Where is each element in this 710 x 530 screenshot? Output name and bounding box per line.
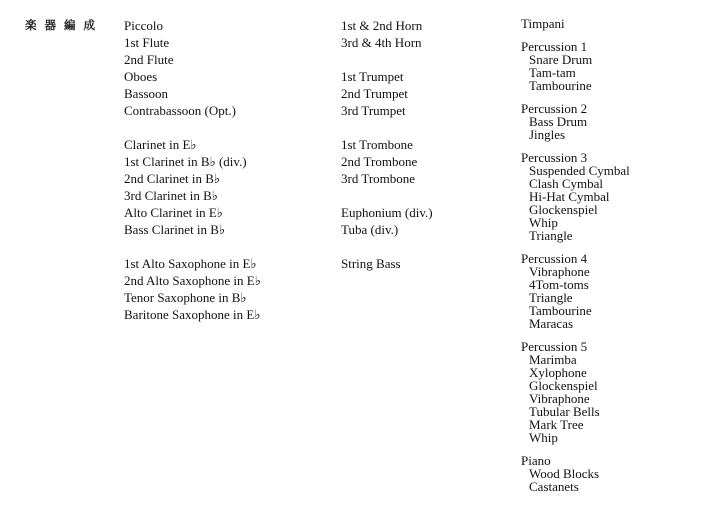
- instrument-item: String Bass: [341, 256, 401, 271]
- percussion-group-label: Percussion 5: [521, 339, 588, 354]
- percussion-group-label: Timpani: [521, 16, 565, 31]
- instrument-item: Bass Clarinet in B♭: [124, 222, 226, 237]
- instrument-item: 3rd Trumpet: [341, 103, 406, 118]
- percussion-instrument-item: Marimba: [529, 352, 577, 367]
- brass-column: [341, 17, 433, 272]
- percussion-instrument-item: Triangle: [529, 228, 573, 243]
- instrument-item: 1st Trombone: [341, 137, 413, 152]
- percussion-instrument-item: Vibraphone: [529, 264, 590, 279]
- instrument-item: 3rd Clarinet in B♭: [124, 188, 218, 203]
- percussion-instrument-item: Xylophone: [529, 365, 587, 380]
- percussion-instrument-item: Snare Drum: [529, 52, 593, 67]
- group-spacer: [341, 238, 433, 255]
- instrument-item: 2nd Trombone: [341, 154, 418, 169]
- instrument-item: Clarinet in E♭: [124, 137, 197, 152]
- group-spacer: [341, 51, 433, 68]
- instrument-item: Bassoon: [124, 86, 169, 101]
- percussion-instrument-item: Tam-tam: [529, 65, 576, 80]
- instrumentation-heading: 楽 器 編 成: [25, 18, 98, 32]
- percussion-group-label: Percussion 3: [521, 150, 588, 165]
- percussion-instrument-item: Tambourine: [529, 78, 592, 93]
- percussion-instrument-item: Mark Tree: [529, 417, 584, 432]
- instrument-item: Piccolo: [124, 18, 163, 33]
- percussion-instrument-item: Jingles: [529, 127, 566, 142]
- group-spacer: [341, 119, 433, 136]
- percussion-instrument-item: Suspended Cymbal: [529, 163, 630, 178]
- instrument-item: Contrabassoon (Opt.): [124, 103, 236, 118]
- instrument-item: 3rd Trombone: [341, 171, 416, 186]
- percussion-instrument-item: Maracas: [529, 316, 574, 331]
- instrument-item: Euphonium (div.): [341, 205, 433, 220]
- instrument-item: 1st Flute: [124, 35, 170, 50]
- instrument-item: Alto Clarinet in E♭: [124, 205, 223, 220]
- instrument-item: 2nd Clarinet in B♭: [124, 171, 221, 186]
- percussion-instrument-item: Vibraphone: [529, 391, 590, 406]
- percussion-group-label: Piano: [521, 453, 551, 468]
- group-spacer: [341, 187, 433, 204]
- percussion-instrument-item: Tubular Bells: [529, 404, 600, 419]
- woodwinds-column: [124, 17, 261, 323]
- percussion-instrument-item: Castanets: [529, 479, 579, 494]
- percussion-column: [521, 17, 630, 493]
- percussion-instrument-item: Whip: [529, 430, 558, 445]
- instrument-item: Baritone Saxophone in E♭: [124, 307, 261, 322]
- percussion-instrument-item: Bass Drum: [529, 114, 588, 129]
- percussion-instrument-item: 4Tom-toms: [529, 277, 589, 292]
- percussion-group-label: Percussion 4: [521, 251, 588, 266]
- percussion-instrument-item: Triangle: [529, 290, 573, 305]
- percussion-instrument-item: Glockenspiel: [529, 378, 598, 393]
- instrument-item: 3rd & 4th Horn: [341, 35, 422, 50]
- instrument-item: 1st Trumpet: [341, 69, 404, 84]
- instrument-item: 2nd Flute: [124, 52, 174, 67]
- percussion-instrument-item: Wood Blocks: [529, 466, 600, 481]
- group-spacer: [124, 119, 261, 136]
- instrument-item: Tenor Saxophone in B♭: [124, 290, 247, 305]
- percussion-instrument-item: Glockenspiel: [529, 202, 598, 217]
- percussion-group-label: Percussion 2: [521, 101, 588, 116]
- instrument-item: 2nd Alto Saxophone in E♭: [124, 273, 261, 288]
- instrument-item: 2nd Trumpet: [341, 86, 408, 101]
- instrument-item: 1st & 2nd Horn: [341, 18, 423, 33]
- percussion-instrument-item: Whip: [529, 215, 558, 230]
- percussion-instrument-item: Hi-Hat Cymbal: [529, 189, 610, 204]
- instrument-item: 1st Alto Saxophone in E♭: [124, 256, 257, 271]
- instrument-item: 1st Clarinet in B♭ (div.): [124, 154, 247, 169]
- percussion-instrument-item: Tambourine: [529, 303, 592, 318]
- instrument-item: Oboes: [124, 69, 158, 84]
- instrument-item: Tuba (div.): [341, 222, 399, 237]
- percussion-instrument-item: Clash Cymbal: [529, 176, 604, 191]
- group-spacer: [124, 238, 261, 255]
- percussion-group-label: Percussion 1: [521, 39, 588, 54]
